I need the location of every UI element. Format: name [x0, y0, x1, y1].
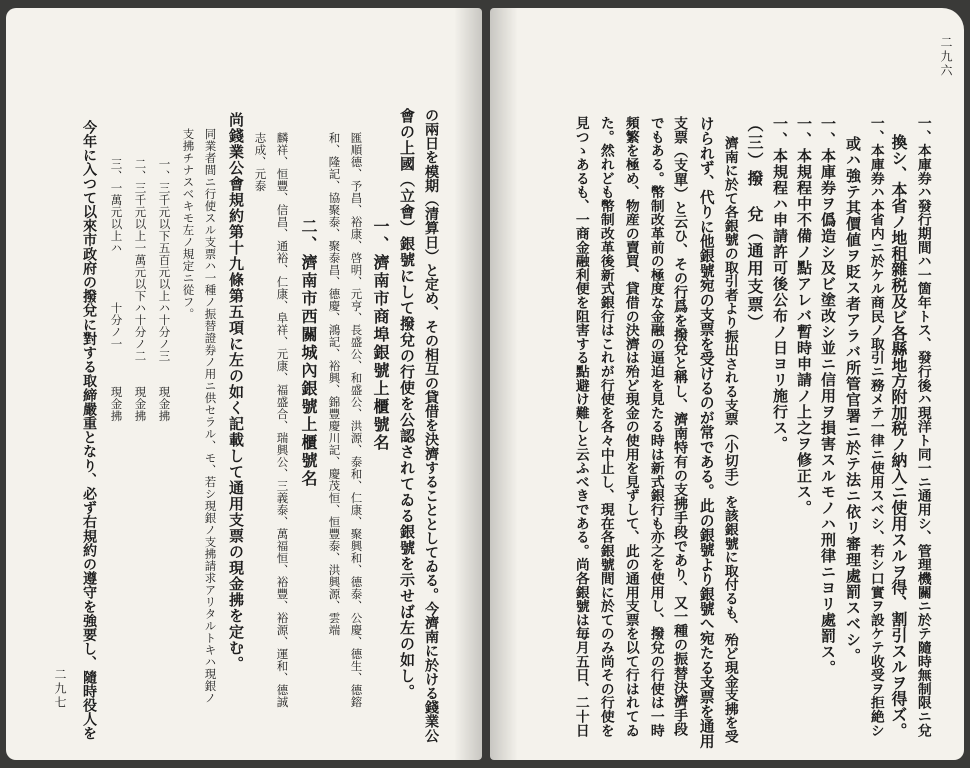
text-column: 尚錢業公會規約第十九條第五項に左の如く記載して通用支票の現金拂を定む。 [227, 112, 245, 672]
text-column: けられず、代りに他銀號宛の支票を受けるのが常である。此の銀號より銀號へ宛たる支票を通用 [697, 116, 715, 749]
left-page [6, 8, 482, 760]
text-column: 一、本規程ハ申請許可後公布ノ日ヨリ施行ス。 [771, 116, 789, 452]
text-column: 同業者間ニ行使スル支票ハ一種ノ振替證券ノ用ニ供セラル、モ、若シ現銀ノ支拂請求アリタルトキハ現銀ノ [203, 128, 218, 704]
text-column: 頻繁を極め、物産の賣買、貸借の決濟は殆ど現金の使用を見ずして、此の通用支票を以て行はれてゐ [622, 116, 639, 737]
text-column: 一、本庫券ヲ僞造シ及ビ塗改シ並ニ信用ヲ損害スルモノハ刑律ニヨリ處罰ス。 [819, 116, 837, 676]
text-column: 支票（支單）と云ひ、その行爲を撥兌と稱し、濟南特有の支拂手段であり、又一種の振替決濟手段 [672, 116, 689, 737]
text-column: た。然れども幣制改革後新式銀行はこれが行使を各々中止し、現在各銀號間に於てのみ尚その行使を [597, 116, 614, 737]
section-heading: 二、濟南市西關城內銀號上櫃號名 [299, 218, 318, 488]
text-column: 或ハ強テ其價値ヲ貶ス者アラバ所管官署ニ於テ法ニ依リ審理處罰スベシ。 [844, 136, 862, 664]
text-column: 支拂チナスベキモ左ノ規定ニ從フ。 [181, 128, 196, 320]
text-column: 一、本庫券ハ發行期間ハ一箇年トス、發行後ハ現洋ト同一ニ通用シ、管理機關ニ於テ隨時無制限ニ兌 [914, 116, 931, 737]
gutter-shadow [490, 8, 518, 760]
text-column: でもある。幣制改革前の極度な金融の逼迫を見たる時は新式銀行も亦之を使用し、撥兌の行使は一時 [647, 116, 664, 737]
section-heading: 一、濟南市商埠銀號上櫃號名 [371, 218, 390, 452]
text-column: 一、本規程中不備ノ點アレバ暫時申請ノ上之ヲ修正ス。 [795, 116, 813, 516]
section-heading: （三）撥 兌（通用支票） [745, 116, 764, 332]
page-number: 二九六 [939, 36, 953, 78]
right-page [490, 8, 964, 760]
text-column: 和、隆記、協聚泰、聚泰昌、德慶、鴻記、裕興、錦豐慶川記、慶茂恒、恒豐泰、洪興源、雲端 [327, 132, 342, 636]
text-column: 志成、元泰 [253, 132, 268, 192]
page-number: 二九七 [53, 668, 67, 710]
list-item: 三、一萬元以上ハ 十分ノ一 現金拂 [109, 158, 124, 422]
text-column: の兩日を模期（清算日）と定め、その相互の貸借を決濟することとしてゐる。今濟南に於ける錢業公 [423, 108, 440, 743]
text-column: 麟祥、恒豐、信昌、通裕、仁康、阜祥、元康、福盛合、瑞興公、三義泰、萬福恒、裕豐、裕源、運和、德誠 [275, 132, 290, 708]
list-item: 一、三千元以下五百元以上ハ十分ノ三 現金拂 [157, 158, 172, 422]
text-column: 匯順德、予昌、裕康、啓明、元亨、長盛公、和盛公、洪源、泰和、仁康、聚興和、德泰、公慶、德生、德鎔 [349, 132, 364, 708]
list-item: 二、三千元以上一萬元以下ハ十分ノ二 現金拂 [133, 158, 148, 422]
text-column: 換シ、本省ノ地租雜税及ビ各縣地方附加税ノ納入ニ使用スルヲ得、割引スルヲ得ズ。 [888, 134, 908, 739]
text-column: 濟南に於て各銀號の取引者より振出される支票（小切手）を該銀號に取付るも、殆ど現金支拂を受 [721, 136, 738, 744]
gutter-shadow [454, 8, 482, 760]
text-column: 今年に入つて以來市政府の撥兌に對する取締嚴重となり、必ず右規約の遵守を強要し、隨時役人を [81, 120, 98, 741]
text-column: 會の上國（立會）銀號にして撥兌の行使を公認されてゐる銀號を示せば左の如し。 [398, 108, 416, 700]
text-column: 見つゝあるも、一商金融利便を阻害する點避け難しと云ふべきである。尚各銀號は毎月五日、二十日 [572, 116, 589, 737]
text-column: 一、本庫券ハ本省内ニ於ケル商民ノ取引ニ務メテ一律ニ使用スベシ、若シ口實ヲ設ケテ收受ヲ拒絶シ [867, 116, 884, 737]
